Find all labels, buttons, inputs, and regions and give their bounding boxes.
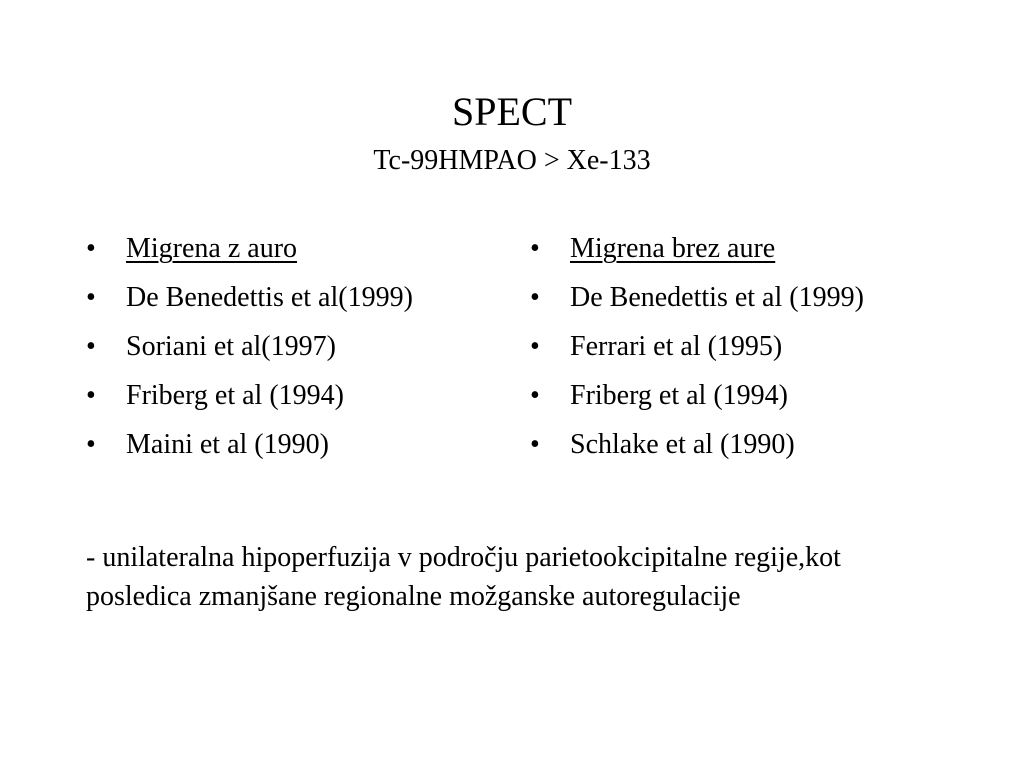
list-item <box>86 326 506 375</box>
list-item <box>86 375 506 424</box>
right-column-list <box>530 228 990 473</box>
list-item-text: Soriani et al(1997) <box>126 331 336 362</box>
bullet-icon: • <box>86 331 96 362</box>
list-item <box>86 424 506 473</box>
bullet-icon: • <box>86 380 96 411</box>
bullet-icon: • <box>530 331 540 362</box>
right-column-heading-text: Migrena brez aure <box>570 233 776 264</box>
list-item-text: Friberg et al (1994) <box>126 380 344 411</box>
list-item <box>530 277 990 326</box>
list-item-text: Friberg et al (1994) <box>570 380 788 411</box>
left-column-list <box>86 228 506 473</box>
list-item-text: Maini et al (1990) <box>126 429 329 460</box>
list-item-text: Schlake et al (1990) <box>570 429 795 460</box>
slide-subtitle: Tc-99HMPAO > Xe-133 <box>373 145 651 176</box>
summary-note: - unilateralna hipoperfuzija v področju parietookcipitalne regije,kot posledica zmanjšane regionalne možganske autoregulacije <box>86 542 841 612</box>
bullet-icon: • <box>86 429 96 460</box>
list-item <box>530 326 990 375</box>
left-column-heading-text: Migrena z auro <box>126 233 298 264</box>
list-item-text: De Benedettis et al(1999) <box>126 282 413 313</box>
bullet-icon: • <box>530 429 540 460</box>
slide-title: SPECT <box>451 89 573 134</box>
list-item-text: Ferrari et al (1995) <box>570 331 783 362</box>
list-item <box>86 277 506 326</box>
bullet-icon: • <box>530 380 540 411</box>
list-item <box>530 375 990 424</box>
bullet-icon: • <box>86 233 96 264</box>
left-column-heading <box>86 228 506 277</box>
list-item-text: De Benedettis et al (1999) <box>570 282 864 313</box>
bullet-icon: • <box>530 282 540 313</box>
bullet-icon: • <box>86 282 96 313</box>
right-column-heading <box>530 228 990 277</box>
list-item <box>530 424 990 473</box>
bullet-icon: • <box>530 233 540 264</box>
